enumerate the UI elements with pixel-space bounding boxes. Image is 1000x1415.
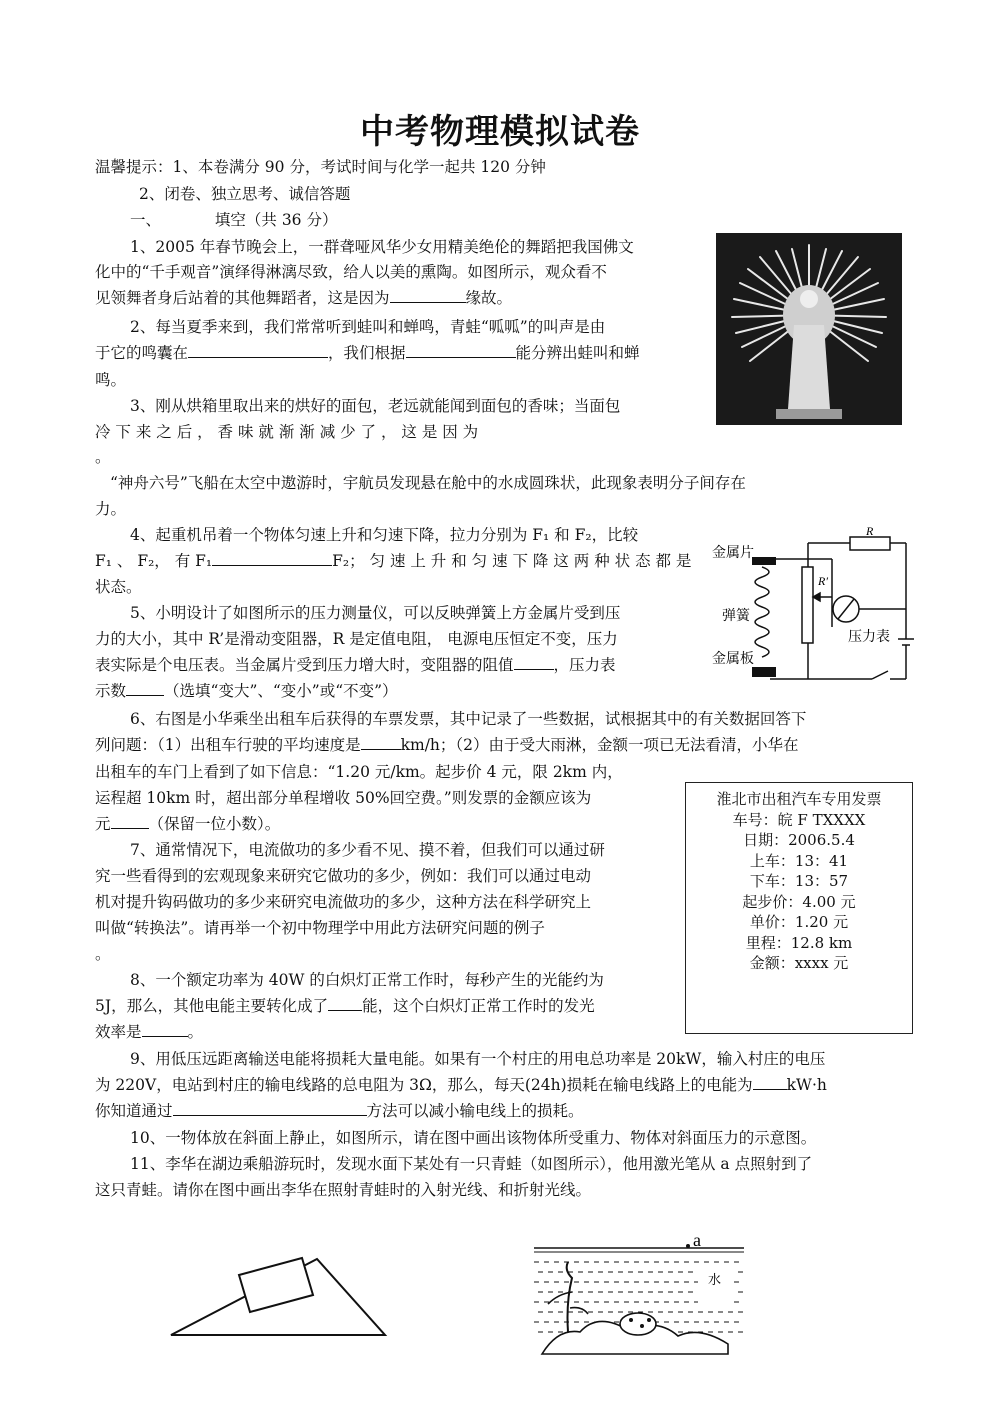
q2-line-3: 鸣。 [95,371,127,389]
q6-line-3: 出租车的车门上看到了如下信息：“1.20 元/km。起步价 4 元，限 2km 内， [95,763,623,781]
q9-line-1: 9、用低压远距离输送电能将损耗大量电能。如果有一个村庄的用电总功率是 20kW，输入村庄的电压 [130,1050,826,1068]
ticket-on: 上车：13：41 [749,851,849,870]
answer-blank[interactable] [406,343,516,358]
q5-line-3: 表实际是个电压表。当金属片受到压力增大时，变阻器的阻值 ，压力表 [95,656,616,674]
q4-line-1: 4、起重机吊着一个物体匀速上升和匀速下降，拉力分别为 F₁ 和 F₂，比较 [130,526,639,544]
label-pressure-meter: 压力表 [848,630,890,645]
taxi-receipt [685,782,913,1034]
ticket-car: 车号：皖 F TXXXX [732,810,866,829]
answer-blank[interactable] [514,655,554,670]
q11-line-2: 这只青蛙。请你在图中画出李华在照射青蛙时的入射光线、和折射光线。 [95,1181,592,1199]
answer-blank[interactable] [142,1022,188,1037]
label-r: R [866,527,874,538]
ticket-unit: 单价：1.20 元 [749,913,849,931]
label-metal-plate: 金属板 [712,652,754,667]
answer-blank[interactable] [390,288,466,303]
q3-line-5: 力。 [95,500,127,518]
q9-line-3: 你知道通过 方法可以减小输电线上的损耗。 [95,1102,584,1120]
q5-line-1: 5、小明设计了如图所示的压力测量仪，可以反映弹簧上方金属片受到压 [130,604,621,622]
answer-blank[interactable] [212,551,332,566]
answer-blank[interactable] [188,343,328,358]
q11-line-1: 11、李华在湖边乘船游玩时，发现水面下某处有一只青蛙（如图所示），他用激光笔从 a 点照射到了 [130,1155,813,1173]
page-title: 中考物理模拟试卷 [360,112,640,152]
q4-line-2: F₁ 、 F₂， 有 F₁ F₂； 匀 速 上 升 和 匀 速 下 降 这 两 种 状 态 都 是 [95,552,692,570]
ticket-dist: 里程：12.8 km [745,933,853,952]
lake-frog-diagram [528,1232,748,1360]
label-r-prime: R′ [818,574,828,588]
q8-line-3: 效率是 。 [95,1023,204,1041]
q1-line-2: 化中的“千手观音”演绎得淋漓尽致，给人以美的熏陶。如图所示，观众看不 [95,263,607,281]
q3-line-1: 3、刚从烘箱里取出来的烘好的面包，老远就能闻到面包的香味；当面包 [130,397,621,415]
ticket-off: 下车：13：57 [749,872,849,890]
q7-line-2: 究一些看得到的宏观现象来研究它做功的多少，例如：我们可以通过电动 [95,867,592,885]
incline-diagram [165,1255,390,1345]
point-a-label: a [693,1232,701,1250]
answer-blank[interactable] [328,996,362,1011]
answer-blank[interactable] [173,1101,367,1116]
q4-line-3: 状态。 [95,578,142,596]
q8-line-1: 8、一个额定功率为 40W 的白炽灯正常工作时，每秒产生的光能约为 [130,971,604,989]
section-heading [130,210,337,230]
frog-icon [620,1313,656,1335]
q2-line-2: 于它的鸣囊在 ，我们根据 能分辨出蛙叫和蝉 [95,344,640,362]
ticket-date: 日期：2006.5.4 [743,831,855,849]
q5-line-4: 示数 （选填“变大”、“变小”或“不变”） [95,682,398,700]
q6-line-4: 运程超 10km 时，超出部分单程增收 50%回空费。”则发票的金额应该为 [95,789,592,807]
thousand-hand-guanyin-photo [716,233,902,425]
water-label: 水 [708,1272,722,1287]
q7-line-5: 。 [95,945,111,963]
section-name: 填空（共 36 分） [214,211,338,229]
section-number: 一、 [130,211,162,229]
q8-line-2: 5J，那么，其他电能主要转化成了 能，这个白炽灯正常工作时的发光 [95,997,595,1015]
answer-blank[interactable] [753,1075,787,1090]
q1-line-3: 见领舞者身后站着的其他舞蹈者，这是因为 缘故。 [95,289,513,307]
q3-line-3: 。 [95,448,111,466]
q7-line-4: 叫做“转换法”。请再举一个初中物理学中用此方法研究问题的例子 [95,919,545,937]
q5-line-2: 力的大小，其中 R’是滑动变阻器，R 是定值电阻， 电源电压恒定不变，压力 [95,630,618,648]
q7-line-3: 机对提升钩码做功的多少来研究电流做功的多少，这种方法在科学研究上 [95,893,592,911]
q7-line-1: 7、通常情况下，电流做功的多少看不见、摸不着，但我们可以通过研 [130,841,605,859]
q6-line-1: 6、右图是小华乘坐出租车后获得的车票发票，其中记录了一些数据，试根据其中的有关数据回答下 [130,710,807,728]
q3-line-4: “神舟六号”飞船在太空中遨游时，宇航员发现悬在舱中的水成圆珠状，此现象表明分子间存在 [110,474,746,492]
answer-blank[interactable] [111,814,149,829]
ticket-title: 淮北市出租汽车专用发票 [716,790,882,808]
label-spring: 弹簧 [722,609,750,624]
notice-line-1: 温馨提示：1、本卷满分 90 分，考试时间与化学一起共 120 分钟 [95,158,546,176]
answer-blank[interactable] [126,681,164,696]
q9-line-2: 为 220V，电站到村庄的输电线路的总电阻为 3Ω，那么，每天(24h)损耗在输电线路上的电能为 kW·h [95,1076,827,1094]
notice-line-2: 2、闭卷、独立思考、诚信答题 [139,185,351,203]
q3-line-2: 冷 下 来 之 后 ， 香 味 就 渐 渐 减 少 了 ， 这 是 因 为 [95,423,479,441]
ticket-start: 起步价：4.00 元 [742,892,856,911]
q2-line-1: 2、每当夏季来到，我们常常听到蛙叫和蝉鸣，青蛙“呱呱”的叫声是由 [130,318,606,336]
pressure-meter-circuit [712,527,918,687]
q6-line-2: 列问题：（1）出租车行驶的平均速度是 km/h；（2）由于受大雨淋，金额一项已无法看清，小华在 [95,736,799,754]
q6-line-5: 元 （保留一位小数）。 [95,815,281,833]
label-metal-sheet: 金属片 [712,546,754,561]
answer-blank[interactable] [361,735,401,750]
q1-line-1: 1、2005 年春节晚会上，一群聋哑风华少女用精美绝伦的舞蹈把我国佛文 [130,238,634,256]
q10-line-1: 10、一物体放在斜面上静止，如图所示，请在图中画出该物体所受重力、物体对斜面压力的示意图。 [130,1129,817,1147]
ticket-amount: 金额：xxxx 元 [749,954,849,972]
